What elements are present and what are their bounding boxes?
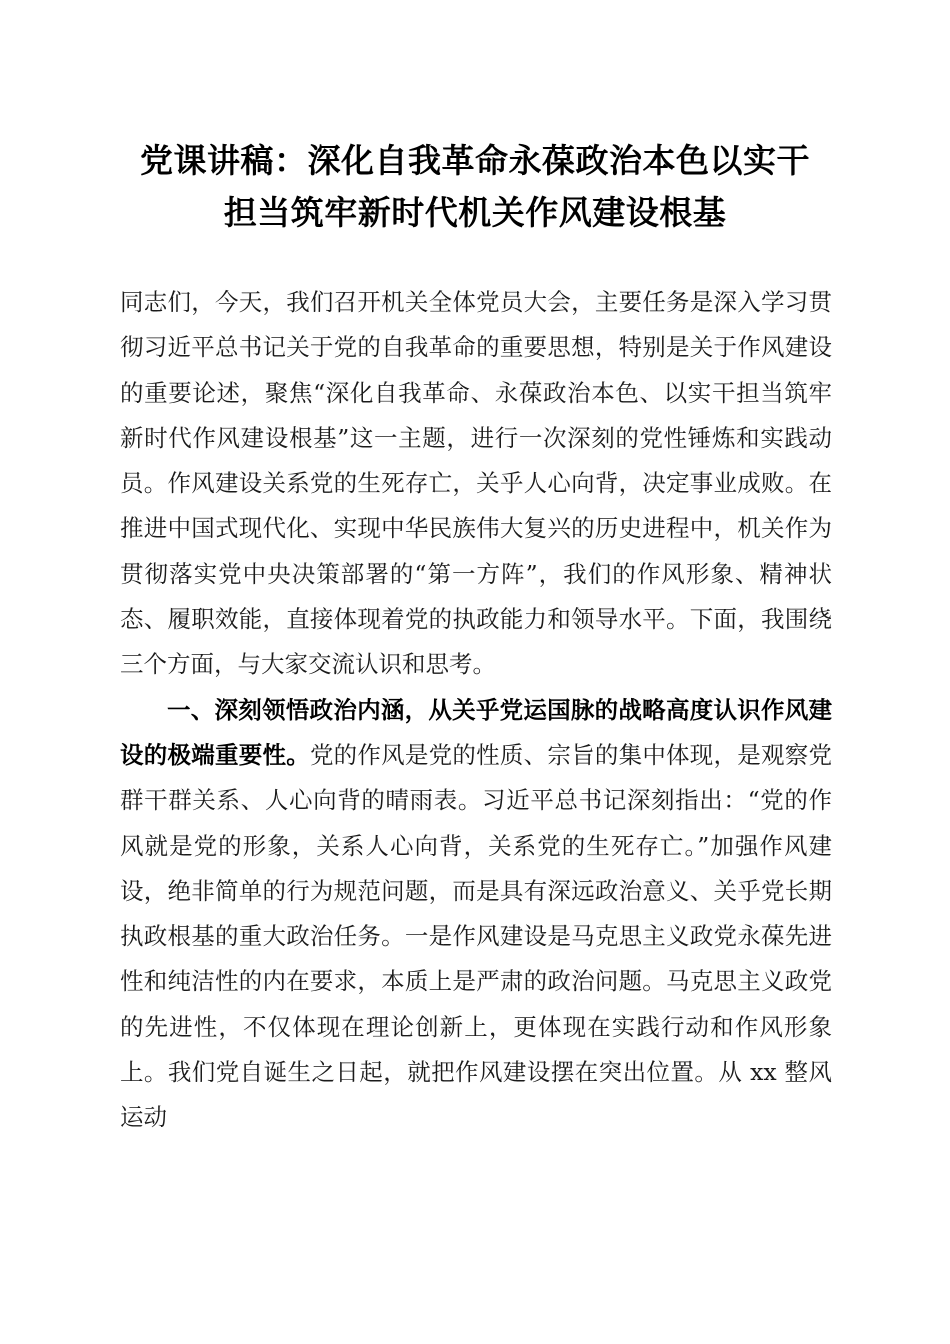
document-title: [95, 135, 855, 239]
document-body: [120, 280, 832, 1141]
title-line-1: 党课讲稿：深化自我革命永葆政治本色以实干: [140, 141, 810, 180]
section-one-text: 党的作风是党的性质、宗旨的集中体现，是观察党群干群关系、人心向背的晴雨表。习近平总书记深刻指出：“党的作风就是党的形象，关系人心向背，关系党的生死存亡。”加强作风建设，绝非简单的行为规范问题，而是具有深远政治意义、关乎党长期执政根基的重大政治任务。一是作风建设是马克思主义政党永葆先进性和纯洁性的内在要求，本质上是严肃的政治问题。马克思主义政党的先进性，不仅体现在理论创新上，更体现在实践行动和作风形象上。我们党自诞生之日起，就把作风建设摆在突出位置。从 xx 整风运动: [120, 740, 833, 1132]
section-one-heading: 一、深刻领悟政治内涵，从关乎党运国脉的战略高度认识作风建设的极端重要性。: [120, 695, 832, 769]
intro-paragraph: [120, 280, 832, 688]
title-line-2: 担当筑牢新时代机关作风建设根基: [223, 193, 727, 232]
intro-paragraph-text: 同志们，今天，我们召开机关全体党员大会，主要任务是深入学习贯彻习近平总书记关于党的自我革命的重要思想，特别是关于作风建设的重要论述，聚焦“深化自我革命、永葆政治本色、以实干担当筑牢新时代作风建设根基”这一主题，进行一次深刻的党性锤炼和实践动员。作风建设关系党的生死存亡，关乎人心向背，决定事业成败。在推进中国式现代化、实现中华民族伟大复兴的历史进程中，机关作为贯彻落实党中央决策部署的“第一方阵”，我们的作风形象、精神状态、履职效能，直接体现着党的执政能力和领导水平。下面，我围绕三个方面，与大家交流认识和思考。: [120, 288, 832, 679]
section-one-paragraph: [120, 688, 832, 1141]
